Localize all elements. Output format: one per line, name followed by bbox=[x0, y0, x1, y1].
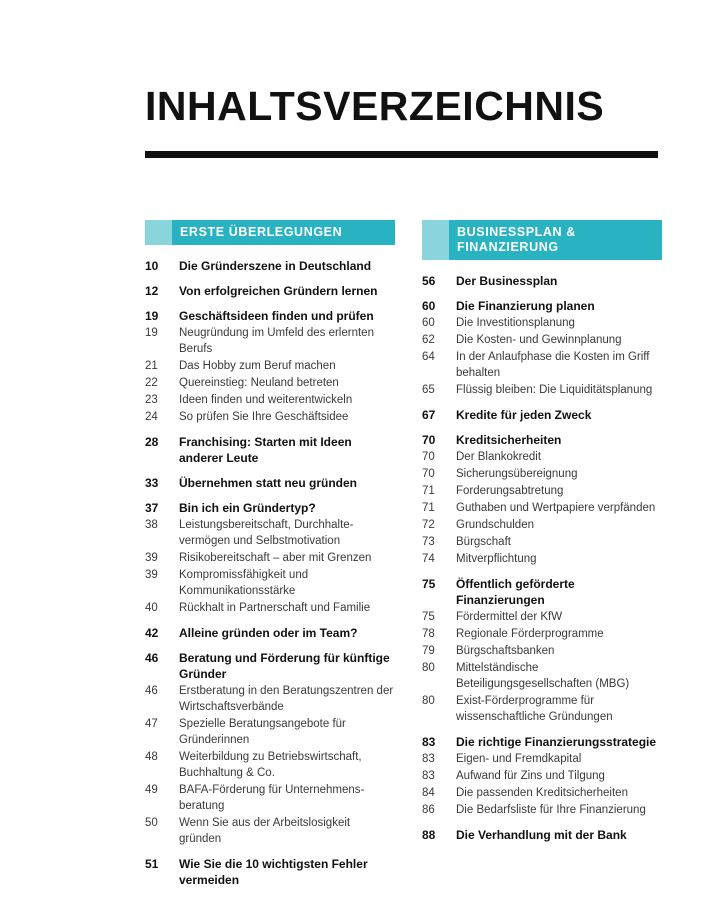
toc-entry bbox=[422, 734, 662, 750]
toc-entry-title: Das Hobby zum Beruf machen bbox=[179, 360, 336, 372]
toc-entry bbox=[145, 650, 395, 682]
toc-entry-page-number: 88 bbox=[422, 828, 436, 842]
toc-entry bbox=[422, 349, 662, 381]
toc-entry bbox=[422, 332, 662, 348]
toc-entry bbox=[145, 782, 395, 814]
toc-entry-title: Forderungsabtretung bbox=[456, 485, 564, 497]
toc-entry bbox=[422, 534, 662, 550]
toc-entry-page-number: 75 bbox=[422, 577, 436, 591]
toc-entry-title: In der Anlaufphase die Kosten im Griff behalten bbox=[456, 351, 650, 379]
toc-entry-page-number: 65 bbox=[422, 384, 435, 396]
toc-entry-title: Spezielle Beratungsangebote für Gründerinnen bbox=[179, 718, 346, 746]
toc-entry-title: Die richtige Finanzierungsstrategie bbox=[456, 735, 657, 749]
toc-entry bbox=[422, 643, 662, 659]
toc-entry-title: Leistungsbereitschaft, Durchhalte-vermögen und Selbstmotivation bbox=[179, 519, 354, 547]
toc-entry-title: Übernehmen statt neu gründen bbox=[179, 476, 358, 490]
toc-entry-page-number: 64 bbox=[422, 351, 435, 363]
toc-entry bbox=[145, 358, 395, 374]
toc-entry bbox=[422, 407, 662, 423]
toc-entry-page-number: 72 bbox=[422, 519, 435, 531]
toc-entry-title: Die passenden Kreditsicherheiten bbox=[456, 787, 628, 799]
toc-entry bbox=[145, 283, 395, 299]
toc-entry-page-number: 50 bbox=[145, 817, 158, 829]
toc-entry-page-number: 39 bbox=[145, 552, 158, 564]
toc-entry bbox=[145, 375, 395, 391]
toc-entry bbox=[422, 298, 662, 314]
toc-entry bbox=[422, 483, 662, 499]
toc-entry-title: Von erfolgreichen Gründern lernen bbox=[179, 284, 378, 298]
toc-entry-title: Risikobereitschaft – aber mit Grenzen bbox=[179, 552, 372, 564]
toc-entry bbox=[145, 600, 395, 616]
toc-entry-title: Die Gründerszene in Deutschland bbox=[179, 259, 372, 273]
toc-entry bbox=[422, 785, 662, 801]
toc-entry-title: Die Kosten- und Gewinnplanung bbox=[456, 334, 622, 346]
toc-entry-title: Die Verhandlung mit der Bank bbox=[456, 828, 627, 842]
toc-entry bbox=[145, 683, 395, 715]
toc-entry-page-number: 83 bbox=[422, 735, 436, 749]
toc-entry-title: Regionale Förderprogramme bbox=[456, 628, 604, 640]
toc-entry-title: Der Businessplan bbox=[456, 274, 558, 288]
toc-entry-title: Alleine gründen oder im Team? bbox=[179, 626, 358, 640]
toc-entry bbox=[422, 500, 662, 516]
toc-entry-title: Weiterbildung zu Betriebswirtschaft, Buchhaltung & Co. bbox=[179, 751, 362, 779]
toc-entry-title: Wenn Sie aus der Arbeitslosigkeit gründen bbox=[179, 817, 351, 845]
toc-entry bbox=[422, 802, 662, 818]
toc-entry-page-number: 70 bbox=[422, 433, 436, 447]
toc-entry bbox=[145, 550, 395, 566]
toc-entry-page-number: 46 bbox=[145, 651, 159, 665]
toc-entry bbox=[422, 273, 662, 289]
toc-entry bbox=[145, 625, 395, 641]
toc-entry-title: Fördermittel der KfW bbox=[456, 611, 563, 623]
toc-entry bbox=[145, 749, 395, 781]
toc-section bbox=[422, 220, 662, 888]
toc-entry-page-number: 46 bbox=[145, 685, 158, 697]
toc-entry bbox=[145, 500, 395, 516]
toc-entry bbox=[422, 768, 662, 784]
toc-entry-page-number: 21 bbox=[145, 360, 158, 372]
toc-entry-page-number: 56 bbox=[422, 274, 436, 288]
toc-entry-page-number: 19 bbox=[145, 309, 159, 323]
toc-entry bbox=[145, 716, 395, 748]
toc-entry-title: Bürgschaftsbanken bbox=[456, 645, 555, 657]
toc-entry-page-number: 49 bbox=[145, 784, 158, 796]
toc-entry-page-number: 71 bbox=[422, 485, 435, 497]
toc-entry-title: Grundschulden bbox=[456, 519, 534, 531]
toc-entry bbox=[422, 466, 662, 482]
page-title: INHALTSVERZEICHNIS bbox=[145, 83, 605, 129]
toc-entry-title: Ideen finden und weiterentwickeln bbox=[179, 394, 353, 406]
toc-entry-title: Sicherungsübereignung bbox=[456, 468, 578, 480]
toc-entry-page-number: 33 bbox=[145, 476, 159, 490]
toc-entry-page-number: 10 bbox=[145, 259, 159, 273]
toc-entry-title: Neugründung im Umfeld des erlernten Berufs bbox=[179, 327, 374, 355]
toc-entry-page-number: 28 bbox=[145, 435, 159, 449]
toc-entry-page-number: 67 bbox=[422, 408, 436, 422]
toc-entry bbox=[145, 409, 395, 425]
toc-entry-page-number: 12 bbox=[145, 284, 159, 298]
toc-entry bbox=[145, 475, 395, 491]
toc-entry-page-number: 51 bbox=[145, 857, 159, 871]
toc-entry-page-number: 19 bbox=[145, 327, 158, 339]
toc-entry bbox=[422, 693, 662, 725]
toc-entry-title: Quereinstieg: Neuland betreten bbox=[179, 377, 339, 389]
toc-entry-page-number: 73 bbox=[422, 536, 435, 548]
toc-entry-page-number: 42 bbox=[145, 626, 159, 640]
toc-entry-page-number: 37 bbox=[145, 501, 159, 515]
toc-entry-title: Kompromissfähigkeit und Kommunikationsstärke bbox=[179, 569, 309, 597]
section-header-label: BUSINESSPLAN & FINANZIERUNG bbox=[449, 220, 662, 260]
toc-entry bbox=[145, 815, 395, 847]
section-items bbox=[145, 258, 395, 888]
toc-entry bbox=[422, 626, 662, 642]
toc-entry bbox=[422, 315, 662, 331]
section-header-accent-block bbox=[422, 220, 449, 260]
toc-entry-page-number: 83 bbox=[422, 753, 435, 765]
toc-entry-page-number: 79 bbox=[422, 645, 435, 657]
toc-entry-page-number: 71 bbox=[422, 502, 435, 514]
toc-entry-page-number: 48 bbox=[145, 751, 158, 763]
toc-entry-title: Erstberatung in den Beratungszentren der Wirtschaftsverbände bbox=[179, 685, 394, 713]
toc-entry bbox=[145, 325, 395, 357]
toc-entry-page-number: 39 bbox=[145, 569, 158, 581]
toc-entry-title: So prüfen Sie Ihre Geschäftsidee bbox=[179, 411, 349, 423]
toc-entry-page-number: 23 bbox=[145, 394, 158, 406]
toc-entry bbox=[422, 517, 662, 533]
toc-entry-page-number: 70 bbox=[422, 468, 435, 480]
toc-entry-page-number: 24 bbox=[145, 411, 158, 423]
toc-entry bbox=[422, 576, 662, 608]
toc-entry-page-number: 62 bbox=[422, 334, 435, 346]
toc-entry-page-number: 84 bbox=[422, 787, 435, 799]
toc-entry-title: Öffentlich geförderte Finanzierungen bbox=[456, 577, 575, 607]
toc-entry-page-number: 78 bbox=[422, 628, 435, 640]
toc-entry bbox=[422, 449, 662, 465]
section-header bbox=[422, 220, 662, 260]
toc-entry bbox=[422, 827, 662, 843]
toc-entry-title: Kreditsicherheiten bbox=[456, 433, 562, 447]
toc-entry bbox=[145, 856, 395, 888]
toc-section bbox=[145, 220, 395, 888]
toc-entry-page-number: 22 bbox=[145, 377, 158, 389]
toc-entry-title: Wie Sie die 10 wichtigsten Fehler vermeiden bbox=[179, 857, 368, 887]
toc-entry-title: Mitverpflichtung bbox=[456, 553, 537, 565]
toc-entry bbox=[422, 660, 662, 692]
toc-entry-page-number: 38 bbox=[145, 519, 158, 531]
toc-entry-title: Bin ich ein Gründertyp? bbox=[179, 501, 316, 515]
toc-entry-page-number: 60 bbox=[422, 317, 435, 329]
section-header-label: ERSTE ÜBERLEGUNGEN bbox=[172, 220, 395, 245]
toc-entry-title: Aufwand für Zins und Tilgung bbox=[456, 770, 605, 782]
toc-entry bbox=[422, 432, 662, 448]
toc-entry-title: Mittelständische Beteiligungsgesellschaften (MBG) bbox=[456, 662, 630, 690]
toc-entry-title: Exist-Förderprogramme für wissenschaftliche Gründungen bbox=[456, 695, 613, 723]
toc-entry-page-number: 60 bbox=[422, 299, 436, 313]
toc-entry-page-number: 40 bbox=[145, 602, 158, 614]
section-header-accent-block bbox=[145, 220, 172, 245]
toc-entry bbox=[145, 517, 395, 549]
toc-entry bbox=[145, 392, 395, 408]
toc-entry bbox=[422, 751, 662, 767]
toc-entry-title: Geschäftsideen finden und prüfen bbox=[179, 309, 374, 323]
toc-entry-page-number: 70 bbox=[422, 451, 435, 463]
toc-entry-title: Franchising: Starten mit Ideen anderer Leute bbox=[179, 435, 352, 465]
title-rule bbox=[145, 151, 658, 158]
toc-entry-page-number: 74 bbox=[422, 553, 435, 565]
toc-entry-title: Die Bedarfsliste für Ihre Finanzierung bbox=[456, 804, 646, 816]
toc-entry bbox=[422, 382, 662, 398]
toc-entry-page-number: 83 bbox=[422, 770, 435, 782]
toc-entry bbox=[422, 551, 662, 567]
toc-columns bbox=[145, 220, 662, 888]
section-header bbox=[145, 220, 395, 245]
toc-entry-title: Eigen- und Fremdkapital bbox=[456, 753, 582, 765]
toc-entry-title: BAFA-Förderung für Unternehmens-beratung bbox=[179, 784, 365, 812]
toc-entry-page-number: 80 bbox=[422, 695, 435, 707]
toc-entry-title: Die Finanzierung planen bbox=[456, 299, 595, 313]
section-items bbox=[422, 273, 662, 843]
toc-entry-page-number: 47 bbox=[145, 718, 158, 730]
toc-entry bbox=[422, 609, 662, 625]
toc-entry bbox=[145, 434, 395, 466]
toc-entry-title: Rückhalt in Partnerschaft und Familie bbox=[179, 602, 371, 614]
toc-entry-page-number: 86 bbox=[422, 804, 435, 816]
toc-entry-title: Guthaben und Wertpapiere verpfänden bbox=[456, 502, 656, 514]
toc-entry-title: Der Blankokredit bbox=[456, 451, 542, 463]
toc-entry bbox=[145, 258, 395, 274]
toc-entry bbox=[145, 308, 395, 324]
toc-entry-title: Kredite für jeden Zweck bbox=[456, 408, 592, 422]
toc-entry-page-number: 75 bbox=[422, 611, 435, 623]
toc-entry-page-number: 80 bbox=[422, 662, 435, 674]
toc-entry-title: Beratung und Förderung für künftige Gründer bbox=[179, 651, 390, 681]
toc-entry-title: Flüssig bleiben: Die Liquiditätsplanung bbox=[456, 384, 653, 396]
toc-entry bbox=[145, 567, 395, 599]
toc-entry-title: Die Investitionsplanung bbox=[456, 317, 575, 329]
toc-entry-title: Bürgschaft bbox=[456, 536, 511, 548]
